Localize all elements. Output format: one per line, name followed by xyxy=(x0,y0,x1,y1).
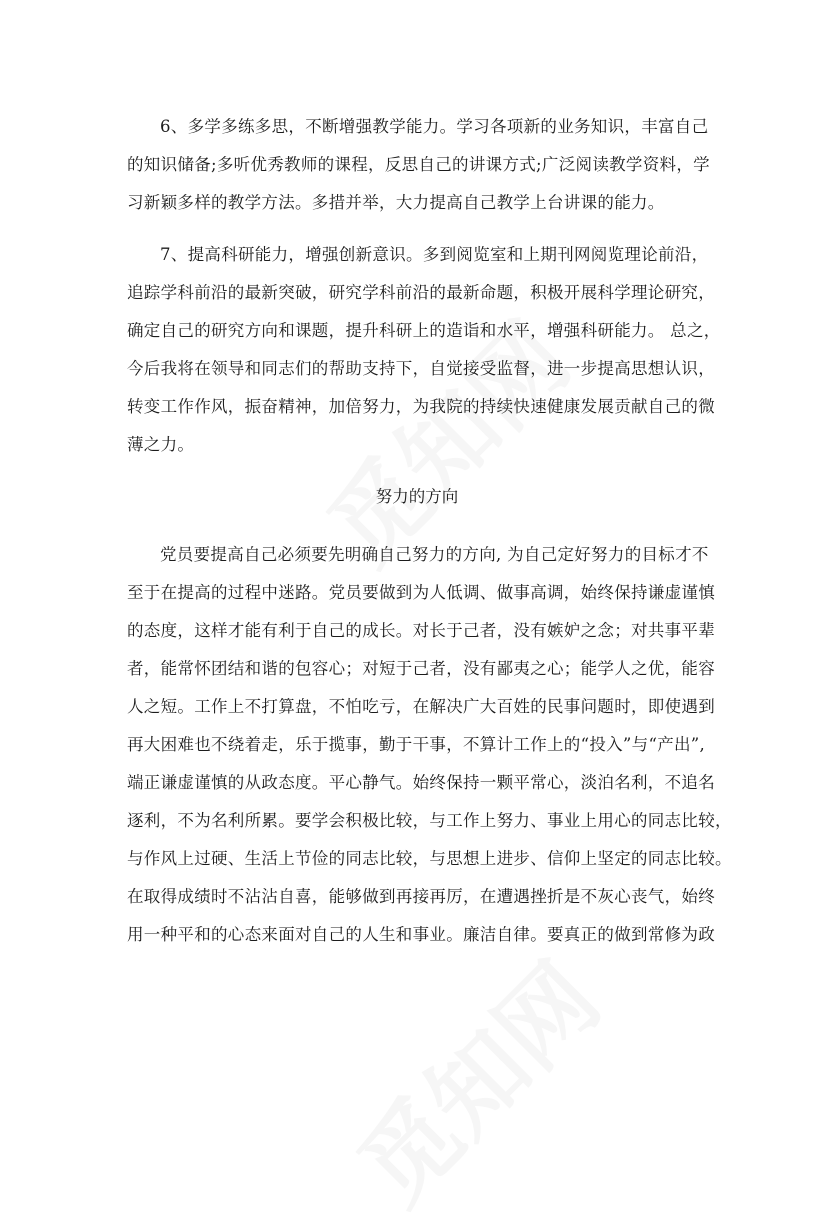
text-line: 的知识储备;多听优秀教师的课程，反思自己的讲课方式;广泛阅读教学资料，学 xyxy=(127,155,710,174)
text-line: 7、提高科研能力，增强创新意识。多到阅览室和上期刊网阅览理论前沿， xyxy=(160,245,709,264)
text-line: 逐利，不为名利所累。要学会积极比较，与工作上努力、事业上用心的同志比较， xyxy=(127,811,732,830)
document-page xyxy=(127,108,732,954)
text-line: 与作风上过硬、生活上节俭的同志比较，与思想上进步、信仰上坚定的同志比较。 xyxy=(127,849,732,868)
text-line: 转变工作作风，振奋精神，加倍努力，为我院的持续快速健康发展贡献自己的微 xyxy=(127,397,715,416)
text-line: 追踪学科前沿的最新突破，研究学科前沿的最新命题，积极开展科学理论研究， xyxy=(127,283,715,302)
section-heading: 努力的方向 xyxy=(375,487,459,506)
text-line: 的态度，这样才能有利于自己的成长。对长于己者，没有嫉妒之念；对共事平辈 xyxy=(127,621,715,640)
text-line: 今后我将在领导和同志们的帮助支持下，自觉接受监督，进一步提高思想认识， xyxy=(127,359,715,378)
text-line: 至于在提高的过程中迷路。党员要做到为人低调、做事高调，始终保持谦虚谨慎 xyxy=(127,583,715,602)
text-line: 者，能常怀团结和谐的包容心；对短于己者，没有鄙夷之心；能学人之优，能容 xyxy=(127,659,715,678)
paragraph-6 xyxy=(127,108,710,222)
section-paragraph xyxy=(127,536,732,954)
text-line: 确定自己的研究方向和课题，提升科研上的造诣和水平，增强科研能力。 总之， xyxy=(127,321,721,340)
text-line: 党员要提高自己必须要先明确自己努力的方向, 为自己定好努力的目标才不 xyxy=(160,545,709,564)
text-line: 人之短。工作上不打算盘，不怕吃亏，在解决广大百姓的民事问题时，即使遇到 xyxy=(127,697,715,716)
text-line: 端正谦虚谨慎的从政态度。平心静气。始终保持一颗平常心，淡泊名利，不追名 xyxy=(127,773,715,792)
text-line: 薄之力。 xyxy=(127,435,195,454)
text-line: 再大困难也不绕着走，乐于揽事，勤于干事，不算计工作上的“投入”与“产出”, xyxy=(127,735,706,754)
text-line: 在取得成绩时不沾沾自喜，能够做到再接再厉，在遭遇挫折是不灰心丧气，始终 xyxy=(127,887,715,906)
text-line: 用一种平和的心态来面对自己的人生和事业。廉洁自律。要真正的做到常修为政 xyxy=(127,925,715,944)
text-line: 6、多学多练多思，不断增强教学能力。学习各项新的业务知识，丰富自己 xyxy=(160,117,709,136)
watermark-text xyxy=(324,928,625,1229)
paragraph-7 xyxy=(127,236,721,464)
text-line: 习新颖多样的教学方法。多措并举，大力提高自己教学上台讲课的能力。 xyxy=(127,193,665,212)
